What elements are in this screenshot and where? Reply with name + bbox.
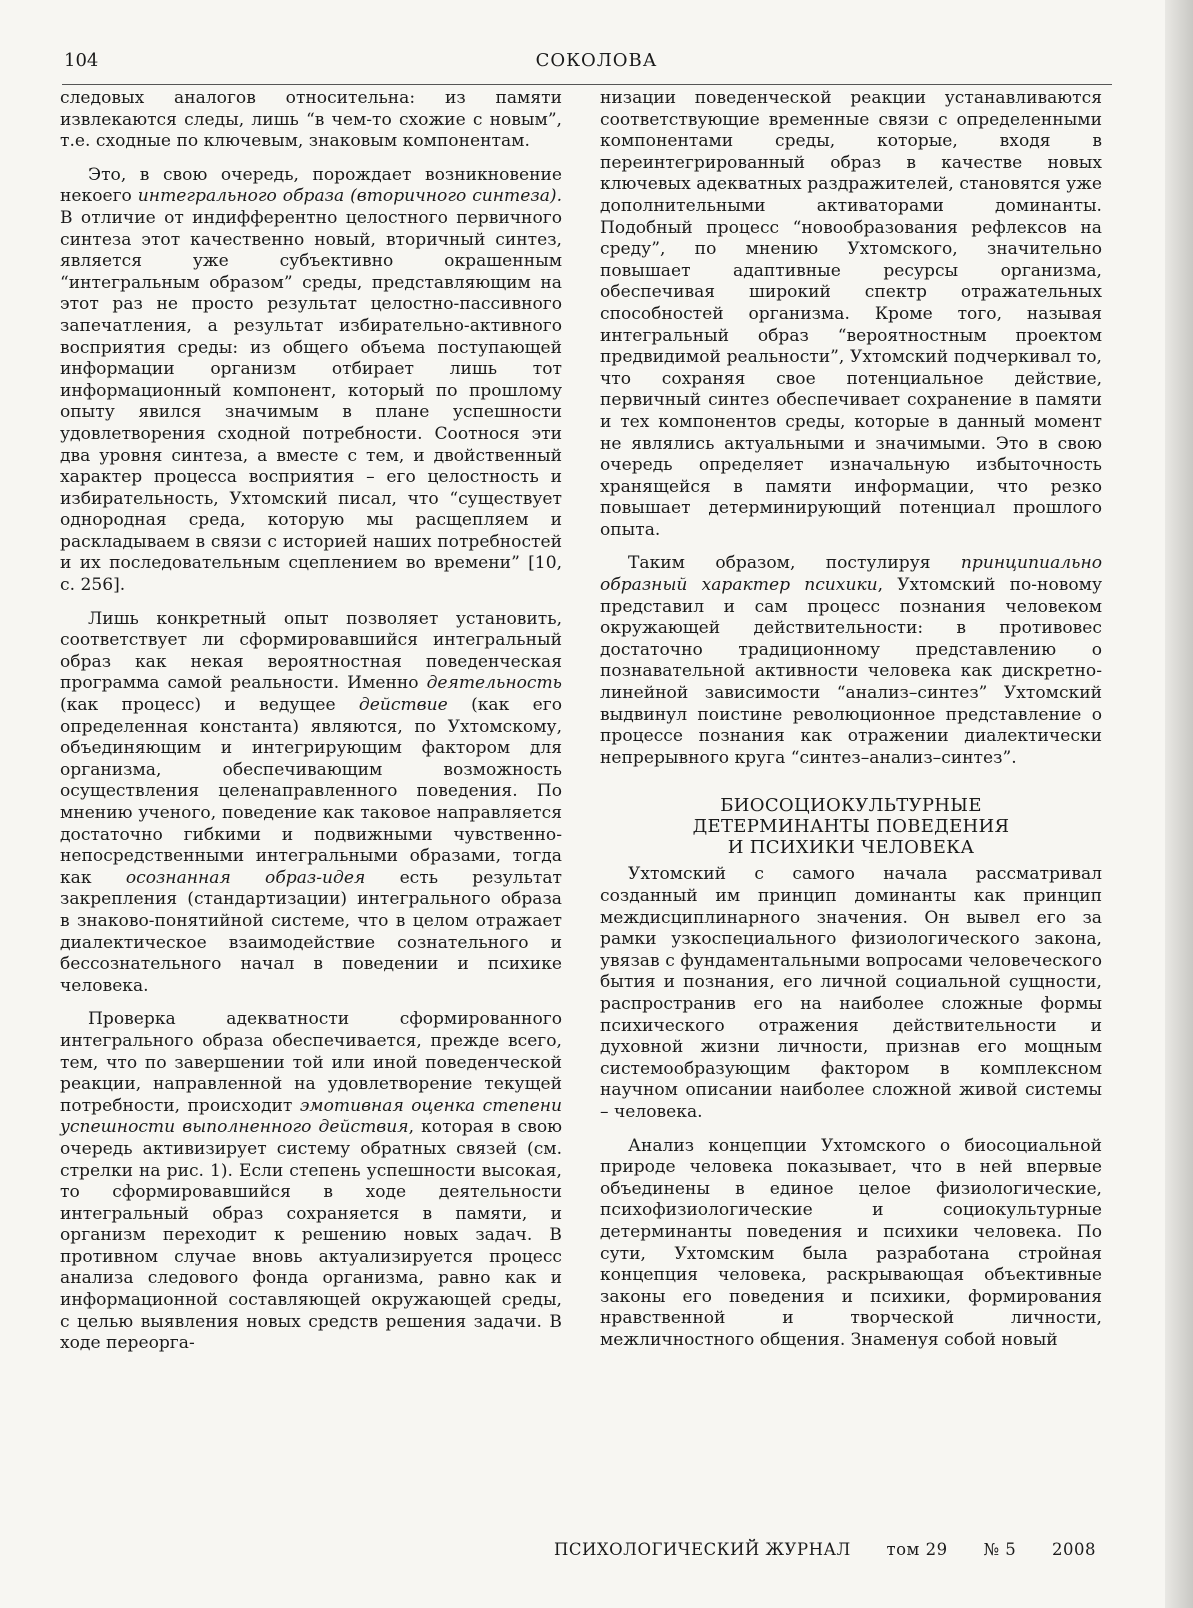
text-run: , Ухтомский по-новому представил и сам процесс познания человеком окружающей действительности: в противовес достаточно традиционному представлению о познавательной активности человека как дискретно-линейной зависимости “анализ–синтез” Ухтомский выдвинул поистине революционное представление о процессе познания как отражении диалектически непрерывного круга “синтез–анализ–синтез”.	[600, 575, 1102, 768]
paragraph: следовых аналогов относительна: из памяти извлекаются следы, лишь “в чем-то схожие с новым”, т.е. сходные по ключевым, знаковым компонентам.	[60, 88, 562, 152]
text-run: Проверка адекватности сформированного интегрального образа обеспечивается, прежде всего, тем, что по завершении той или иной поведенческой реакции, направленной на удовлетворение текущей потребности, происходит	[60, 1009, 562, 1116]
text-run: , которая в свою очередь активизирует систему обратных связей (см. стрелки на рис. 1). Если степень успешности высокая, то сформировавшийся в ходе деятельности интегральный образ сохраняется в памяти, и организм переходит к решению новых задач. В противном случае вновь актуализируется процесс анализа следового фонда организма, равно как и информационной составляющей окружающей среды, с целью выявления новых средств решения задачи. В ходе переорга-	[60, 1117, 562, 1354]
text-run: есть результат закрепления (стандартизации) интегрального образа в знаково-понятийной системе, что в целом отражает диалектическое взаимодействие сознательного и бессознательного начал в поведении и психике человека.	[60, 867, 562, 996]
italic-term: принципиально образный характер психики	[600, 553, 1102, 596]
italic-term: действие	[358, 695, 448, 716]
scan-edge-shadow	[1165, 0, 1193, 1608]
running-title: СОКОЛОВА	[535, 50, 658, 71]
left-column	[60, 88, 562, 1365]
paragraph: Анализ концепции Ухтомского о биосоциальной природе человека показывает, что в ней впервые объединены в единое целое физиологические, психофизиологические и социокультурные детерминанты поведения и психики человека. По сути, Ухтомским была разработана стройная концепция человека, раскрывающая объективные законы его поведения и психики, формирования нравственной и творческой личности, межличностного общения. Знаменуя собой новый	[600, 1135, 1102, 1350]
journal-year: 2008	[1051, 1540, 1096, 1559]
italic-term: деятельность	[426, 673, 562, 694]
journal-footer	[554, 1540, 1096, 1559]
italic-term: эмотивная оценка степени успешности выполненного действия	[60, 1095, 562, 1138]
heading-line: ДЕТЕРМИНАНТЫ ПОВЕДЕНИЯ	[692, 816, 1010, 838]
text-run: Таким образом, постулируя	[628, 553, 961, 574]
text-run: В отличие от индифферентно целостного первичного синтеза этот качественно новый, вторичный синтез, является уже субъективно окрашенным “интегральным образом” среды, представляющим на этот раз не просто результат целостно-пассивного запечатления, а результат избирательно-активного восприятия среды: из общего объема поступающей информации организм отбирает лишь тот информационный компонент, который по прошлому опыту явился значимым в плане успешности удовлетворения сходной потребности. Соотнося эти два уровня синтеза, а вместе с тем, и двойственный характер процесса восприятия – его целостность и избирательность, Ухтомский писал, что “существует однородная среда, которую мы расщепляем и раскладываем в связи с историей наших потребностей и их последовательным сцеплением во времени” [10, с. 256].	[60, 207, 562, 596]
paragraph	[600, 553, 1102, 769]
section-heading	[600, 795, 1102, 858]
paragraph	[60, 165, 562, 597]
paragraph	[60, 609, 562, 998]
paragraph	[60, 1009, 562, 1355]
text-run: Это, в свою очередь, порождает возникновение некоего	[60, 164, 562, 207]
page-number: 104	[64, 50, 99, 71]
right-column	[600, 88, 1102, 1361]
text-run: (как процесс) и ведущее	[60, 695, 359, 716]
italic-term: интегрального образа (вторичного синтеза).	[137, 186, 562, 207]
text-run: (как его определенная константа) являются, по Ухтомскому, объединяющим и интегрирующим фактором для организма, обеспечивающим возможность осуществления целенаправленного поведения. По мнению ученого, поведение как таковое направляется достаточно гибкими и подвижными чувственно-непосредственными интегральными образами, тогда как	[60, 695, 562, 888]
paragraph: низации поведенческой реакции устанавливаются соответствующие временные связи с определенными компонентами среды, которые, входя в переинтегрированный образ в качестве новых ключевых адекватных раздражителей, становятся уже дополнительными активаторами доминанты. Подобный процесс “новообразования рефлексов на среду”, по мнению Ухтомского, значительно повышает адаптивные ресурсы организма, обеспечивая широкий спектр отражательных способностей организма. Кроме того, называя интегральный образ “вероятностным проектом предвидимой реальности”, Ухтомский подчеркивал то, что сохраняя свое потенциальное действие, первичный синтез обеспечивает сохранение в памяти и тех компонентов среды, которые в данный момент не являлись актуальными и значимыми. Это в свою очередь определяет изначальную избыточность хранящейся в памяти информации, что резко повышает детерминирующий потенциал прошлого опыта.	[600, 88, 1102, 540]
italic-term: осознанная образ-идея	[125, 867, 366, 888]
text-run: Лишь конкретный опыт позволяет установить, соответствует ли сформировавшийся интегральный образ как некая вероятностная поведенческая программа самой реальности. Именно	[60, 608, 562, 694]
heading-line: БИОСОЦИОКУЛЬТУРНЫЕ	[720, 795, 982, 817]
header-rule	[62, 84, 1112, 85]
journal-name: ПСИХОЛОГИЧЕСКИЙ ЖУРНАЛ	[554, 1540, 851, 1559]
heading-line: И ПСИХИКИ ЧЕЛОВЕКА	[727, 837, 975, 859]
journal-issue: № 5	[983, 1540, 1017, 1559]
paragraph: Ухтомский с самого начала рассматривал созданный им принцип доминанты как принцип междисциплинарного значения. Он вывел его за рамки узкоспециального физиологического закона, увязав с фундаментальными вопросами человеческого бытия и познания, его личной социальной сущности, распространив его на наиболее сложные формы психического отражения действительности и духовной жизни личности, признав его мощным системообразующим фактором в комплексном научном описании наиболее сложной живой системы – человека.	[600, 864, 1102, 1122]
journal-volume: том 29	[886, 1540, 948, 1559]
